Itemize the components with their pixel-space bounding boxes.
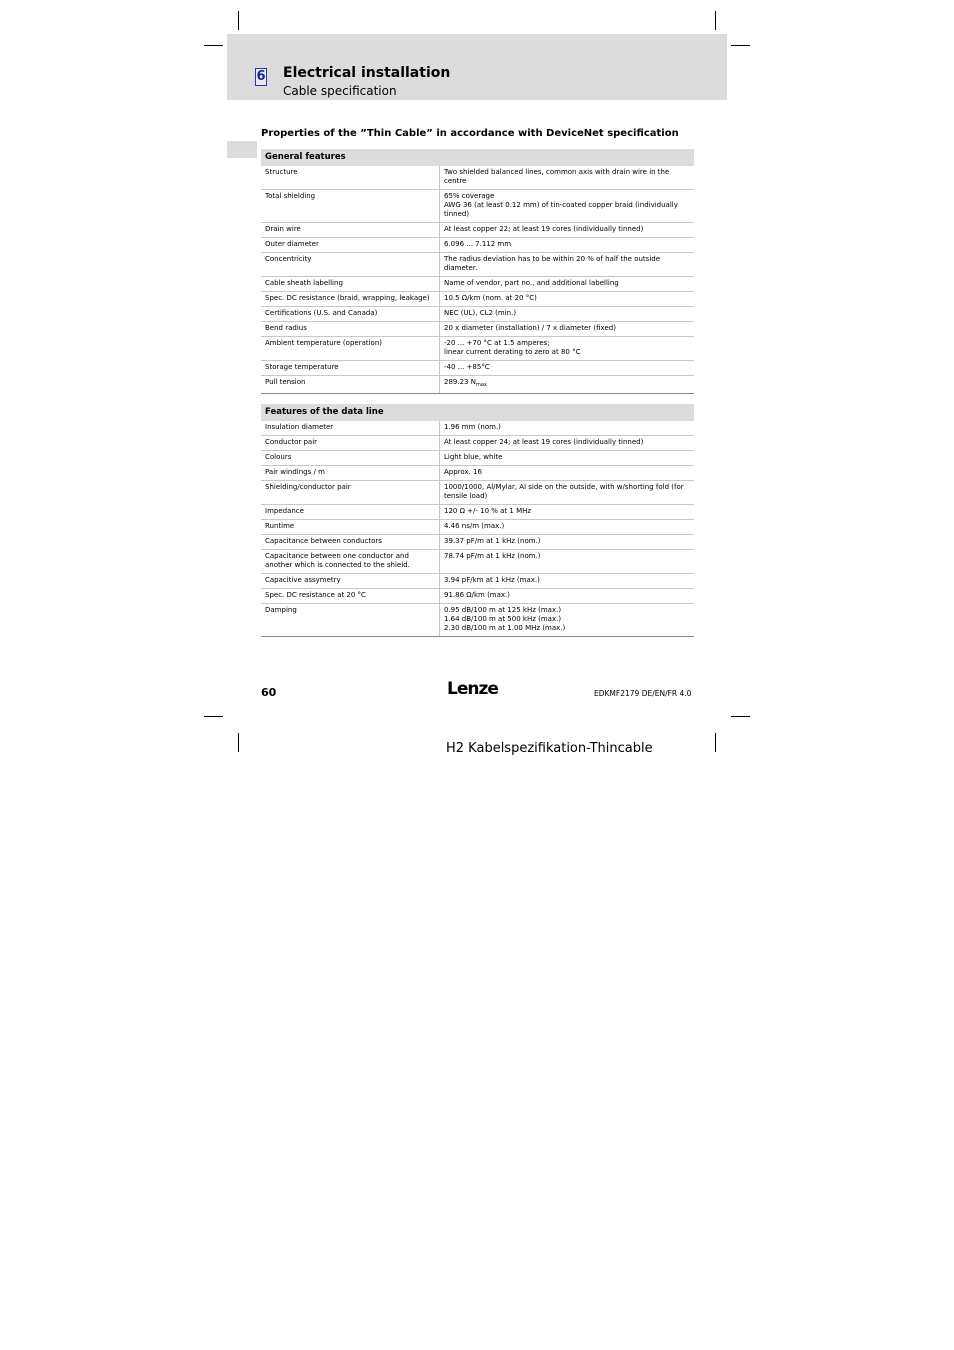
document-code: EDKMF2179 DE/EN/FR 4.0	[594, 689, 692, 698]
table-row	[261, 589, 694, 604]
table-row	[261, 166, 694, 190]
row-label: Runtime	[261, 520, 440, 535]
crop-mark	[204, 45, 223, 46]
table-row	[261, 550, 694, 574]
table-row	[261, 481, 694, 505]
table-heading: Features of the data line	[261, 404, 694, 421]
row-value	[440, 376, 695, 394]
table-row	[261, 505, 694, 520]
table-row	[261, 361, 694, 376]
row-label: Shielding/conductor pair	[261, 481, 440, 505]
value-line: At least copper 24; at least 19 cores (individually tinned)	[444, 438, 644, 446]
table-heading: General features	[261, 149, 694, 166]
value-line: 0.95 dB/100 m at 125 kHz (max.)	[444, 606, 562, 614]
value-line: 91.86 Ω/km (max.)	[444, 591, 511, 599]
row-label: Cable sheath labelling	[261, 277, 440, 292]
value-line: AWG 36 (at least 0.12 mm) of tin-coated copper braid (individually	[444, 201, 678, 209]
row-label: Pull tension	[261, 376, 440, 394]
row-value	[440, 574, 695, 589]
table-row	[261, 337, 694, 361]
crop-mark	[204, 716, 223, 717]
row-label: Drain wire	[261, 223, 440, 238]
table-row	[261, 277, 694, 292]
value-line: -20 ... +70 °C at 1.5 amperes;	[444, 339, 550, 347]
row-value	[440, 535, 695, 550]
value-line: 120 Ω +/- 10 % at 1 MHz	[444, 507, 532, 515]
row-value	[440, 322, 695, 337]
table-row	[261, 307, 694, 322]
value-line: -40 ... +85°C	[444, 363, 490, 371]
row-label: Ambient temperature (operation)	[261, 337, 440, 361]
row-label: Capacitance between conductors	[261, 535, 440, 550]
chapter-number: 6	[256, 69, 266, 84]
table-row	[261, 451, 694, 466]
value-line: 39.37 pF/m at 1 kHz (nom.)	[444, 537, 541, 545]
crop-mark	[238, 11, 239, 30]
table-row	[261, 466, 694, 481]
table-row	[261, 436, 694, 451]
table-row	[261, 376, 694, 394]
row-value	[440, 466, 695, 481]
row-label: Structure	[261, 166, 440, 190]
value-line: linear current derating to zero at 80 °C	[444, 348, 581, 356]
row-label: Damping	[261, 604, 440, 637]
crop-mark	[715, 11, 716, 30]
chapter-subtitle: Cable specification	[283, 84, 397, 98]
row-value	[440, 589, 695, 604]
value-line: Two shielded balanced lines, common axis with drain wire in the	[444, 168, 670, 176]
row-value	[440, 337, 695, 361]
value-line: At least copper 22; at least 19 cores (individually tinned)	[444, 225, 644, 233]
row-value	[440, 481, 695, 505]
value-line: Light blue, white	[444, 453, 503, 461]
row-label: Spec. DC resistance (braid, wrapping, leakage)	[261, 292, 440, 307]
row-value	[440, 292, 695, 307]
table-row	[261, 520, 694, 535]
row-label: Certifications (U.S. and Canada)	[261, 307, 440, 322]
row-value	[440, 307, 695, 322]
value-line: tensile load)	[444, 492, 488, 500]
row-label: Bend radius	[261, 322, 440, 337]
row-value	[440, 421, 695, 436]
row-value	[440, 238, 695, 253]
row-value	[440, 253, 695, 277]
row-value	[440, 277, 695, 292]
value-line: diameter.	[444, 264, 478, 272]
value-subscript: max	[475, 382, 487, 388]
table-row	[261, 253, 694, 277]
row-value	[440, 550, 695, 574]
row-value	[440, 505, 695, 520]
table-row	[261, 190, 694, 223]
value-line: The radius deviation has to be within 20 % of half the outside	[444, 255, 661, 263]
row-value	[440, 436, 695, 451]
crop-mark	[238, 733, 239, 752]
row-label: Total shielding	[261, 190, 440, 223]
table-row	[261, 421, 694, 436]
table-row	[261, 322, 694, 337]
value-line: 2.30 dB/100 m at 1.00 MHz (max.)	[444, 624, 566, 632]
row-label: Colours	[261, 451, 440, 466]
value-line: Approx. 16	[444, 468, 482, 476]
row-value	[440, 166, 695, 190]
side-tab-marker	[227, 141, 257, 158]
data-line-features-table	[261, 404, 694, 637]
value-line: centre	[444, 177, 467, 185]
row-label: Capacitive assymetry	[261, 574, 440, 589]
value-line: NEC (UL), CL2 (min.)	[444, 309, 517, 317]
row-label: Capacitance between one conductor and another which is connected to the shield.	[261, 550, 440, 574]
row-value	[440, 520, 695, 535]
row-label: Concentricity	[261, 253, 440, 277]
row-label: Conductor pair	[261, 436, 440, 451]
chapter-header	[227, 34, 727, 100]
table-row	[261, 604, 694, 637]
table-row	[261, 292, 694, 307]
value-line: 1.64 dB/100 m at 500 kHz (max.)	[444, 615, 562, 623]
crop-mark	[715, 733, 716, 752]
table-row	[261, 535, 694, 550]
value-line: 6.096 ... 7.112 mm	[444, 240, 512, 248]
row-value	[440, 604, 695, 637]
value-line: 1000/1000, Al/Mylar, Al side on the outside, with w/shorting fold (for	[444, 483, 684, 491]
value-line: tinned)	[444, 210, 470, 218]
page-number: 60	[261, 686, 277, 699]
value-line: 3.94 pF/km at 1 kHz (max.)	[444, 576, 540, 584]
table-row	[261, 223, 694, 238]
value-line: 65% coverage	[444, 192, 495, 200]
crop-mark	[731, 45, 750, 46]
value-line: 10.5 Ω/km (nom. at 20 °C)	[444, 294, 537, 302]
row-label: Insulation diameter	[261, 421, 440, 436]
value-line: Name of vendor, part no., and additional labelling	[444, 279, 619, 287]
row-value	[440, 451, 695, 466]
row-value	[440, 361, 695, 376]
value-main: 289.23 N	[444, 378, 476, 386]
row-label: Pair windings / m	[261, 466, 440, 481]
table-row	[261, 574, 694, 589]
value-line: 1.96 mm (nom.)	[444, 423, 501, 431]
row-label: Outer diameter	[261, 238, 440, 253]
general-features-table	[261, 149, 694, 394]
value-line: 78.74 pF/m at 1 kHz (nom.)	[444, 552, 541, 560]
row-value	[440, 190, 695, 223]
section-heading: Properties of the ”Thin Cable” in accordance with DeviceNet specification	[261, 128, 679, 139]
table-row	[261, 238, 694, 253]
chapter-title: Electrical installation	[283, 65, 451, 81]
row-label: Storage temperature	[261, 361, 440, 376]
row-label: Impedance	[261, 505, 440, 520]
row-label: Spec. DC resistance at 20 °C	[261, 589, 440, 604]
row-value	[440, 223, 695, 238]
page-caption: H2 Kabelspezifikation-Thincable	[446, 741, 653, 756]
value-line: 4.46 ns/m (max.)	[444, 522, 505, 530]
lenze-logo: Lenze	[447, 679, 498, 699]
value-line: 20 x diameter (installation) / 7 x diameter (fixed)	[444, 324, 616, 332]
crop-mark	[731, 716, 750, 717]
